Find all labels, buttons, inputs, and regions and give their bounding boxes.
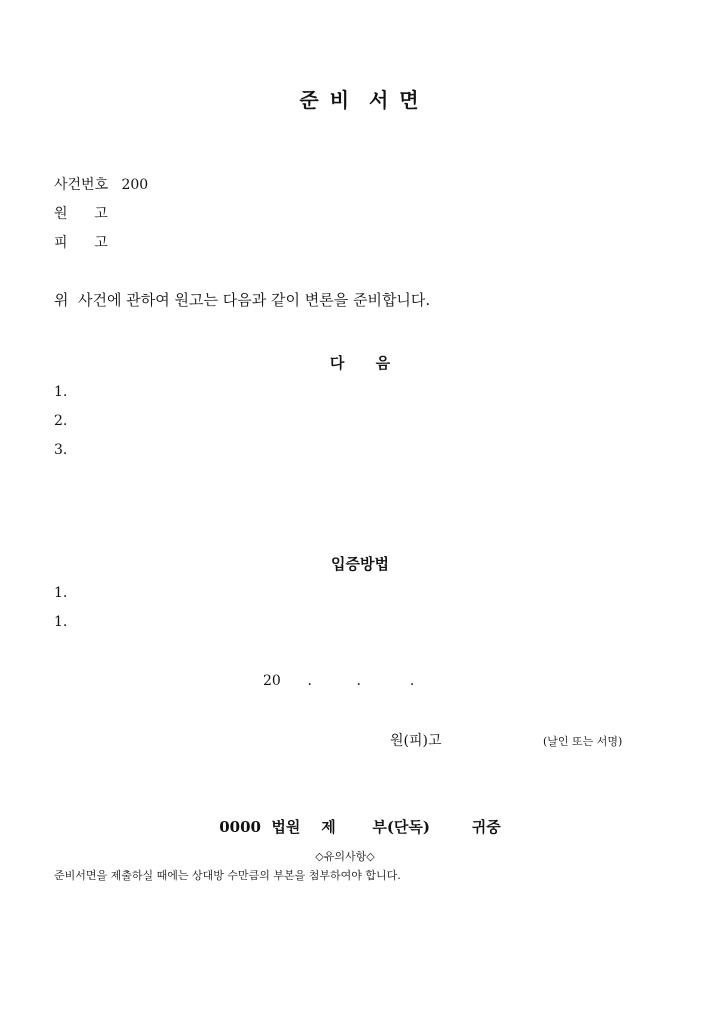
signer-label: 원(피)고 bbox=[390, 733, 442, 749]
seal-note: (날인 또는 서명) bbox=[543, 735, 623, 748]
evidence-item: 1. bbox=[54, 585, 68, 601]
intro-text: 위 사건에 관하여 원고는 다음과 같이 변론을 준비합니다. bbox=[54, 291, 431, 309]
plaintiff-label: 원 고 bbox=[54, 206, 108, 222]
list-item: 3. bbox=[54, 442, 68, 458]
court-line: 0000 법원 제 부(단독) 귀중 bbox=[219, 818, 501, 836]
notice-title: ◇유의사항◇ bbox=[315, 850, 375, 863]
list-item: 2. bbox=[54, 413, 68, 429]
evidence-heading: 입증방법 bbox=[331, 555, 389, 573]
defendant-label: 피 고 bbox=[54, 235, 108, 251]
notice-text: 준비서면을 제출하실 때에는 상대방 수만큼의 부본을 첨부하여야 합니다. bbox=[54, 869, 401, 882]
case-number: 사건번호 200 bbox=[54, 177, 149, 193]
list-item: 1. bbox=[54, 384, 68, 400]
page-title: 준 비 서 면 bbox=[299, 88, 421, 112]
section-heading: 다 음 bbox=[329, 354, 391, 372]
evidence-item: 1. bbox=[54, 614, 68, 630]
date-line: 20 . . . bbox=[263, 673, 415, 689]
